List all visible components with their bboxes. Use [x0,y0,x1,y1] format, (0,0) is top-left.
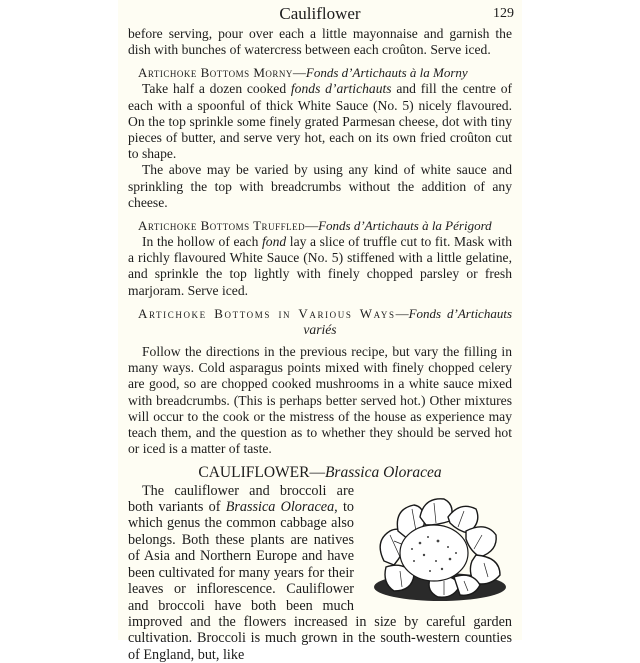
running-head-title: Cauliflower [279,4,361,23]
paragraph-truffled: In the hollow of each fond lay a slice of truffle cut to fit. Mask with a richly flavoured White Sauce (No. 5) stiffened with a little gelatine, and sprinkle the top lightly with finely chopped parsley or fresh marjoram. Serve iced. [128,234,512,298]
paragraph-various: Follow the directions in the previous recipe, but vary the filling in many ways. Cold asparagus points mixed with finely chopped celery are good, so are chopped cooked mushrooms in a white sauce mixed with breadcrumbs. (This is perhaps better served hot.) Other mixtures will occur to the cook or the mistress of the house as experience may teach them, and the question as to whether they should be served hot or iced is a matter of taste. [128,344,512,457]
recipe-heading-various: Artichoke Bottoms in Various Ways—Fonds d’Artichauts [138,305,512,321]
recipe-heading-morny: Artichoke Bottoms Morny—Fonds d’Artichauts à la Morny [138,65,468,81]
page-body [128,26,512,663]
page-number: 129 [493,6,514,21]
recipe-heading-truffled: Artichoke Bottoms Truffled—Fonds d’Artichauts à la Périgord [138,218,492,234]
paragraph-cauliflower: The cauliflower and broccoli are both variants of Brassica Oloracea, to which genus the common cabbage also belongs. Both these plants are natives of Asia and Northern Europe and have been cultivated for many years for their leaves or inflorescence. Cauliflower and broccoli have both been much improved and the flowers increased in size by careful garden cultivation. Broccoli is much grown in the south-western counties of England, but, like [128,482,512,663]
cauliflower-illustration [364,491,512,611]
paragraph-morny: Take half a dozen cooked fonds d’artichauts and fill the centre of each with a spoonful of thick White Sauce (No. 5) nicely flavoured. On the top sprinkle some finely grated Parmesan cheese, dot with tiny pieces of butter, and serve very hot, each on its own fried croûton cut to shape. [128,81,513,162]
paragraph-morny-variant: The above may be varied by using any kind of white sauce and sprinkling the top with breadcrumbs without the addition of any cheese. [128,162,512,210]
book-page [118,0,522,663]
cauliflower-icon [364,491,512,611]
section-heading-cauliflower: CAULIFLOWER—Brassica Oloracea [198,464,442,482]
paragraph-continued: before serving, pour over each a little mayonnaise and garnish the dish with bunches of watercress between each croûton. Serve iced. [128,26,512,58]
running-head [118,4,522,24]
recipe-heading-various-line2: variés [303,321,337,337]
